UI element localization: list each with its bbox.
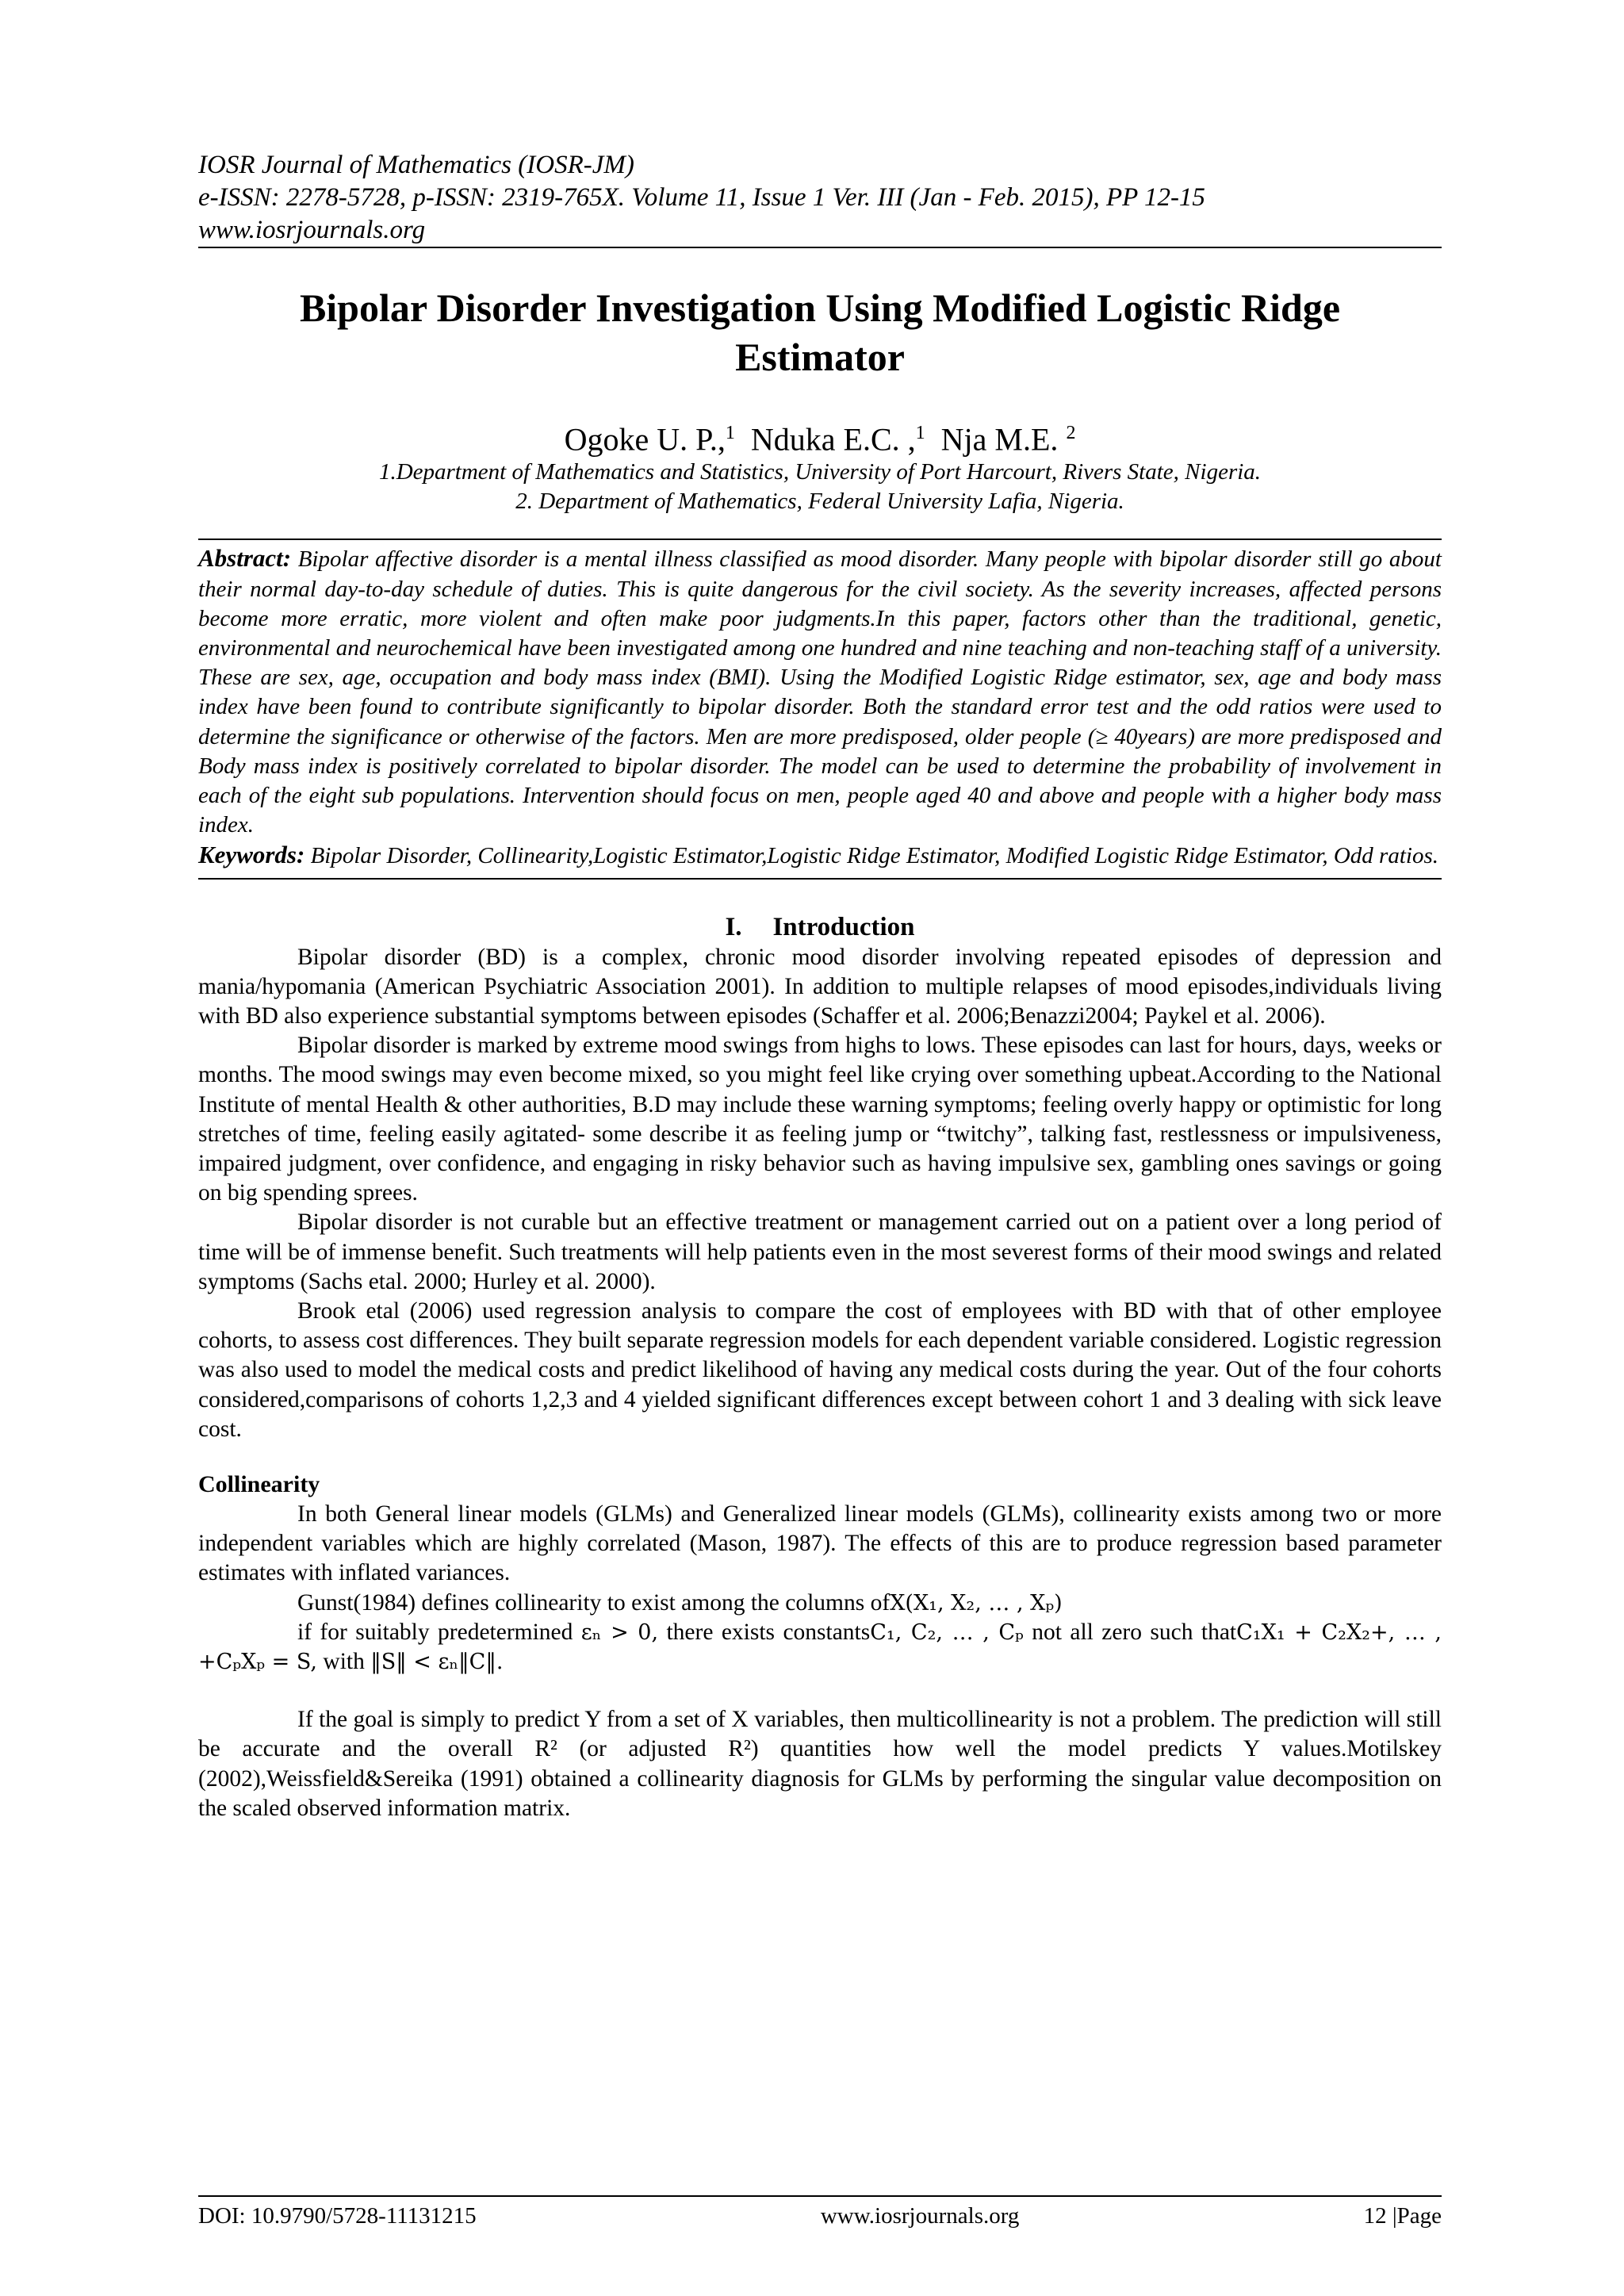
- paper-title: Bipolar Disorder Investigation Using Modified Logistic Ridge Estimator: [299, 286, 1341, 379]
- collinearity-condition: [198, 1618, 1442, 1677]
- author-1-affil: 1: [725, 423, 735, 443]
- collinearity-body: [198, 1500, 1442, 1823]
- section-title: Introduction: [772, 912, 915, 941]
- keywords: [198, 840, 1442, 871]
- issn-line: e-ISSN: 2278-5728, p-ISSN: 2319-765X. Volume 11, Issue 1 Ver. III (Jan - Feb. 2015), PP 12-15: [198, 183, 1205, 212]
- paper-page: [198, 149, 1442, 1823]
- keywords-label: Keywords:: [198, 841, 305, 869]
- constants-formula: C₁, C₂, … , Cₚ: [870, 1619, 1024, 1645]
- condition-text-d: with: [323, 1649, 365, 1675]
- abstract-label: Abstract:: [198, 544, 292, 573]
- intro-paragraph-2: Bipolar disorder is marked by extreme mood swings from highs to lows. These episodes can last for hours, days, weeks or months. The mood swings may even become mixed, so you might feel like crying over something upbeat.According to the National Institute of mental Health & other authorities, B.D may include these warning symptoms; feeling overly happy or optimistic for long stretches of time, feeling easily agitated- some describe it as feeling jump or “twitchy”, talking fast, restlessness or impulsiveness, impaired judgment, over confidence, and engaging in risky behavior such as having impulsive sex, gambling ones savings or going on big spending sprees.: [198, 1033, 1442, 1206]
- linear-combination-formula: C₁X₁ + C₂X₂+, … , +CₚXₚ = S,: [198, 1619, 1442, 1675]
- author-3-affil: 2: [1066, 423, 1076, 443]
- section-heading-introduction: [198, 911, 1442, 943]
- condition-text-c: not all zero such that: [1032, 1619, 1237, 1645]
- collinearity-definition: [198, 1589, 1442, 1618]
- epsilon-formula: εₙ > 0,: [580, 1619, 659, 1645]
- footer-website[interactable]: www.iosrjournals.org: [820, 2203, 1020, 2229]
- header-rule: [198, 247, 1442, 248]
- condition-text-a: if for suitably predetermined: [297, 1619, 573, 1645]
- matrix-x-formula: X(X₁, X₂, … , Xₚ): [890, 1590, 1063, 1616]
- journal-website[interactable]: www.iosrjournals.org: [198, 216, 426, 244]
- author-1: Ogoke U. P.,: [564, 421, 726, 458]
- abstract: [198, 543, 1442, 840]
- footer-row: [198, 2197, 1442, 2230]
- intro-paragraph-3: Bipolar disorder is not curable but an effective treatment or management carried out on a patient over a long period of time will be of immense benefit. Such treatments will help patients even in the most severest forms of their mood swings and related symptoms (Sachs etal. 2000; Hurley et al. 2000).: [198, 1209, 1442, 1294]
- abstract-bottom-rule: [198, 878, 1442, 880]
- intro-paragraph-4: Brook etal (2006) used regression analysis to compare the cost of employees with BD with that of other employee cohorts, to assess cost differences. They built separate regression models for each dependent variable considered. Logistic regression was also used to model the medical costs and predict likelihood of having any medical costs during the year. Out of the four cohorts considered,comparisons of cohorts 1,2,3 and 4 yielded significant differences except between cohort 1 and 3 dealing with sick leave cost.: [198, 1298, 1442, 1442]
- footer-doi[interactable]: DOI: 10.9790/5728-11131215: [198, 2203, 477, 2229]
- author-3: Nja M.E.: [940, 421, 1059, 458]
- journal-header: [198, 149, 1442, 247]
- paragraph-gap: [198, 1677, 1442, 1705]
- section-number: I.: [725, 912, 742, 941]
- keywords-text: Bipolar Disorder, Collinearity,Logistic Estimator,Logistic Ridge Estimator, Modified Logistic Ridge Estimator, Odd ratios.: [310, 843, 1438, 869]
- affiliation-1: 1.Department of Mathematics and Statistics, University of Port Harcourt, Rivers State, Nigeria.: [378, 459, 1262, 485]
- affiliation-2: 2. Department of Mathematics, Federal University Lafia, Nigeria.: [515, 489, 1124, 515]
- collinearity-paragraph-1: In both General linear models (GLMs) and Generalized linear models (GLMs), collinearity exists among two or more independent variables which are highly correlated (Mason, 1987). The effects of this are to produce regression based parameter estimates with inflated variances.: [198, 1501, 1442, 1586]
- definition-text: Gunst(1984) defines collinearity to exist among the columns of: [297, 1589, 891, 1616]
- intro-paragraph-1: Bipolar disorder (BD) is a complex, chronic mood disorder involving repeated episodes of depression and mania/hypomania (American Psychiatric Association 2001). In addition to multiple relapses of mood episodes,individuals living with BD also experience substantial symptoms between episodes (Schaffer et al. 2006;Benazzi2004; Paykel et al. 2006).: [198, 944, 1442, 1029]
- abstract-top-rule: [198, 539, 1442, 540]
- author-2: Nduka E.C. ,: [750, 421, 916, 458]
- collinearity-paragraph-4: If the goal is simply to predict Y from a set of X variables, then multicollinearity is not a problem. The prediction will still be accurate and the overall R² (or adjusted R²) quantities how well the model predicts Y values.Motilskey (2002),Weissfield&Sereika (1991) obtained a collinearity diagnosis for GLMs by performing the singular value decomposition on the scaled observed information matrix.: [198, 1707, 1442, 1821]
- footer-page-number: 12 |Page: [1363, 2203, 1442, 2229]
- norm-formula: ‖S‖ < εₙ‖C‖.: [370, 1650, 504, 1675]
- collinearity-heading: Collinearity: [198, 1471, 320, 1498]
- page-footer: [198, 2195, 1442, 2230]
- introduction-body: [198, 943, 1442, 1444]
- authors-line: [198, 415, 1442, 458]
- abstract-text: Bipolar affective disorder is a mental illness classified as mood disorder. Many people with bipolar disorder still go about their normal day-to-day schedule of duties. This is quite dangerous for the civil society. As the severity increases, affected persons become more erratic, more violent and often make poor judgments.In this paper, factors other than the traditional, genetic, environmental and neurochemical have been investigated among one hundred and nine teaching and non-teaching staff of a university. These are sex, age, occupation and body mass index (BMI). Using the Modified Logistic Ridge estimator, sex, age and body mass index have been found to contribute significantly to bipolar disorder. Both the standard error test and the odd ratios were used to determine the significance or otherwise of the factors. Men are more predisposed, older people (≥ 40years) are more predisposed and Body mass index is positively correlated to bipolar disorder. The model can be used to determine the probability of involvement in each of the eight sub populations. Intervention should focus on men, people aged 40 and above and people with a higher body mass index.: [198, 546, 1442, 838]
- author-2-affil: 1: [915, 423, 925, 443]
- condition-text-b: there exists constants: [666, 1619, 871, 1645]
- journal-name: IOSR Journal of Mathematics (IOSR-JM): [198, 151, 634, 179]
